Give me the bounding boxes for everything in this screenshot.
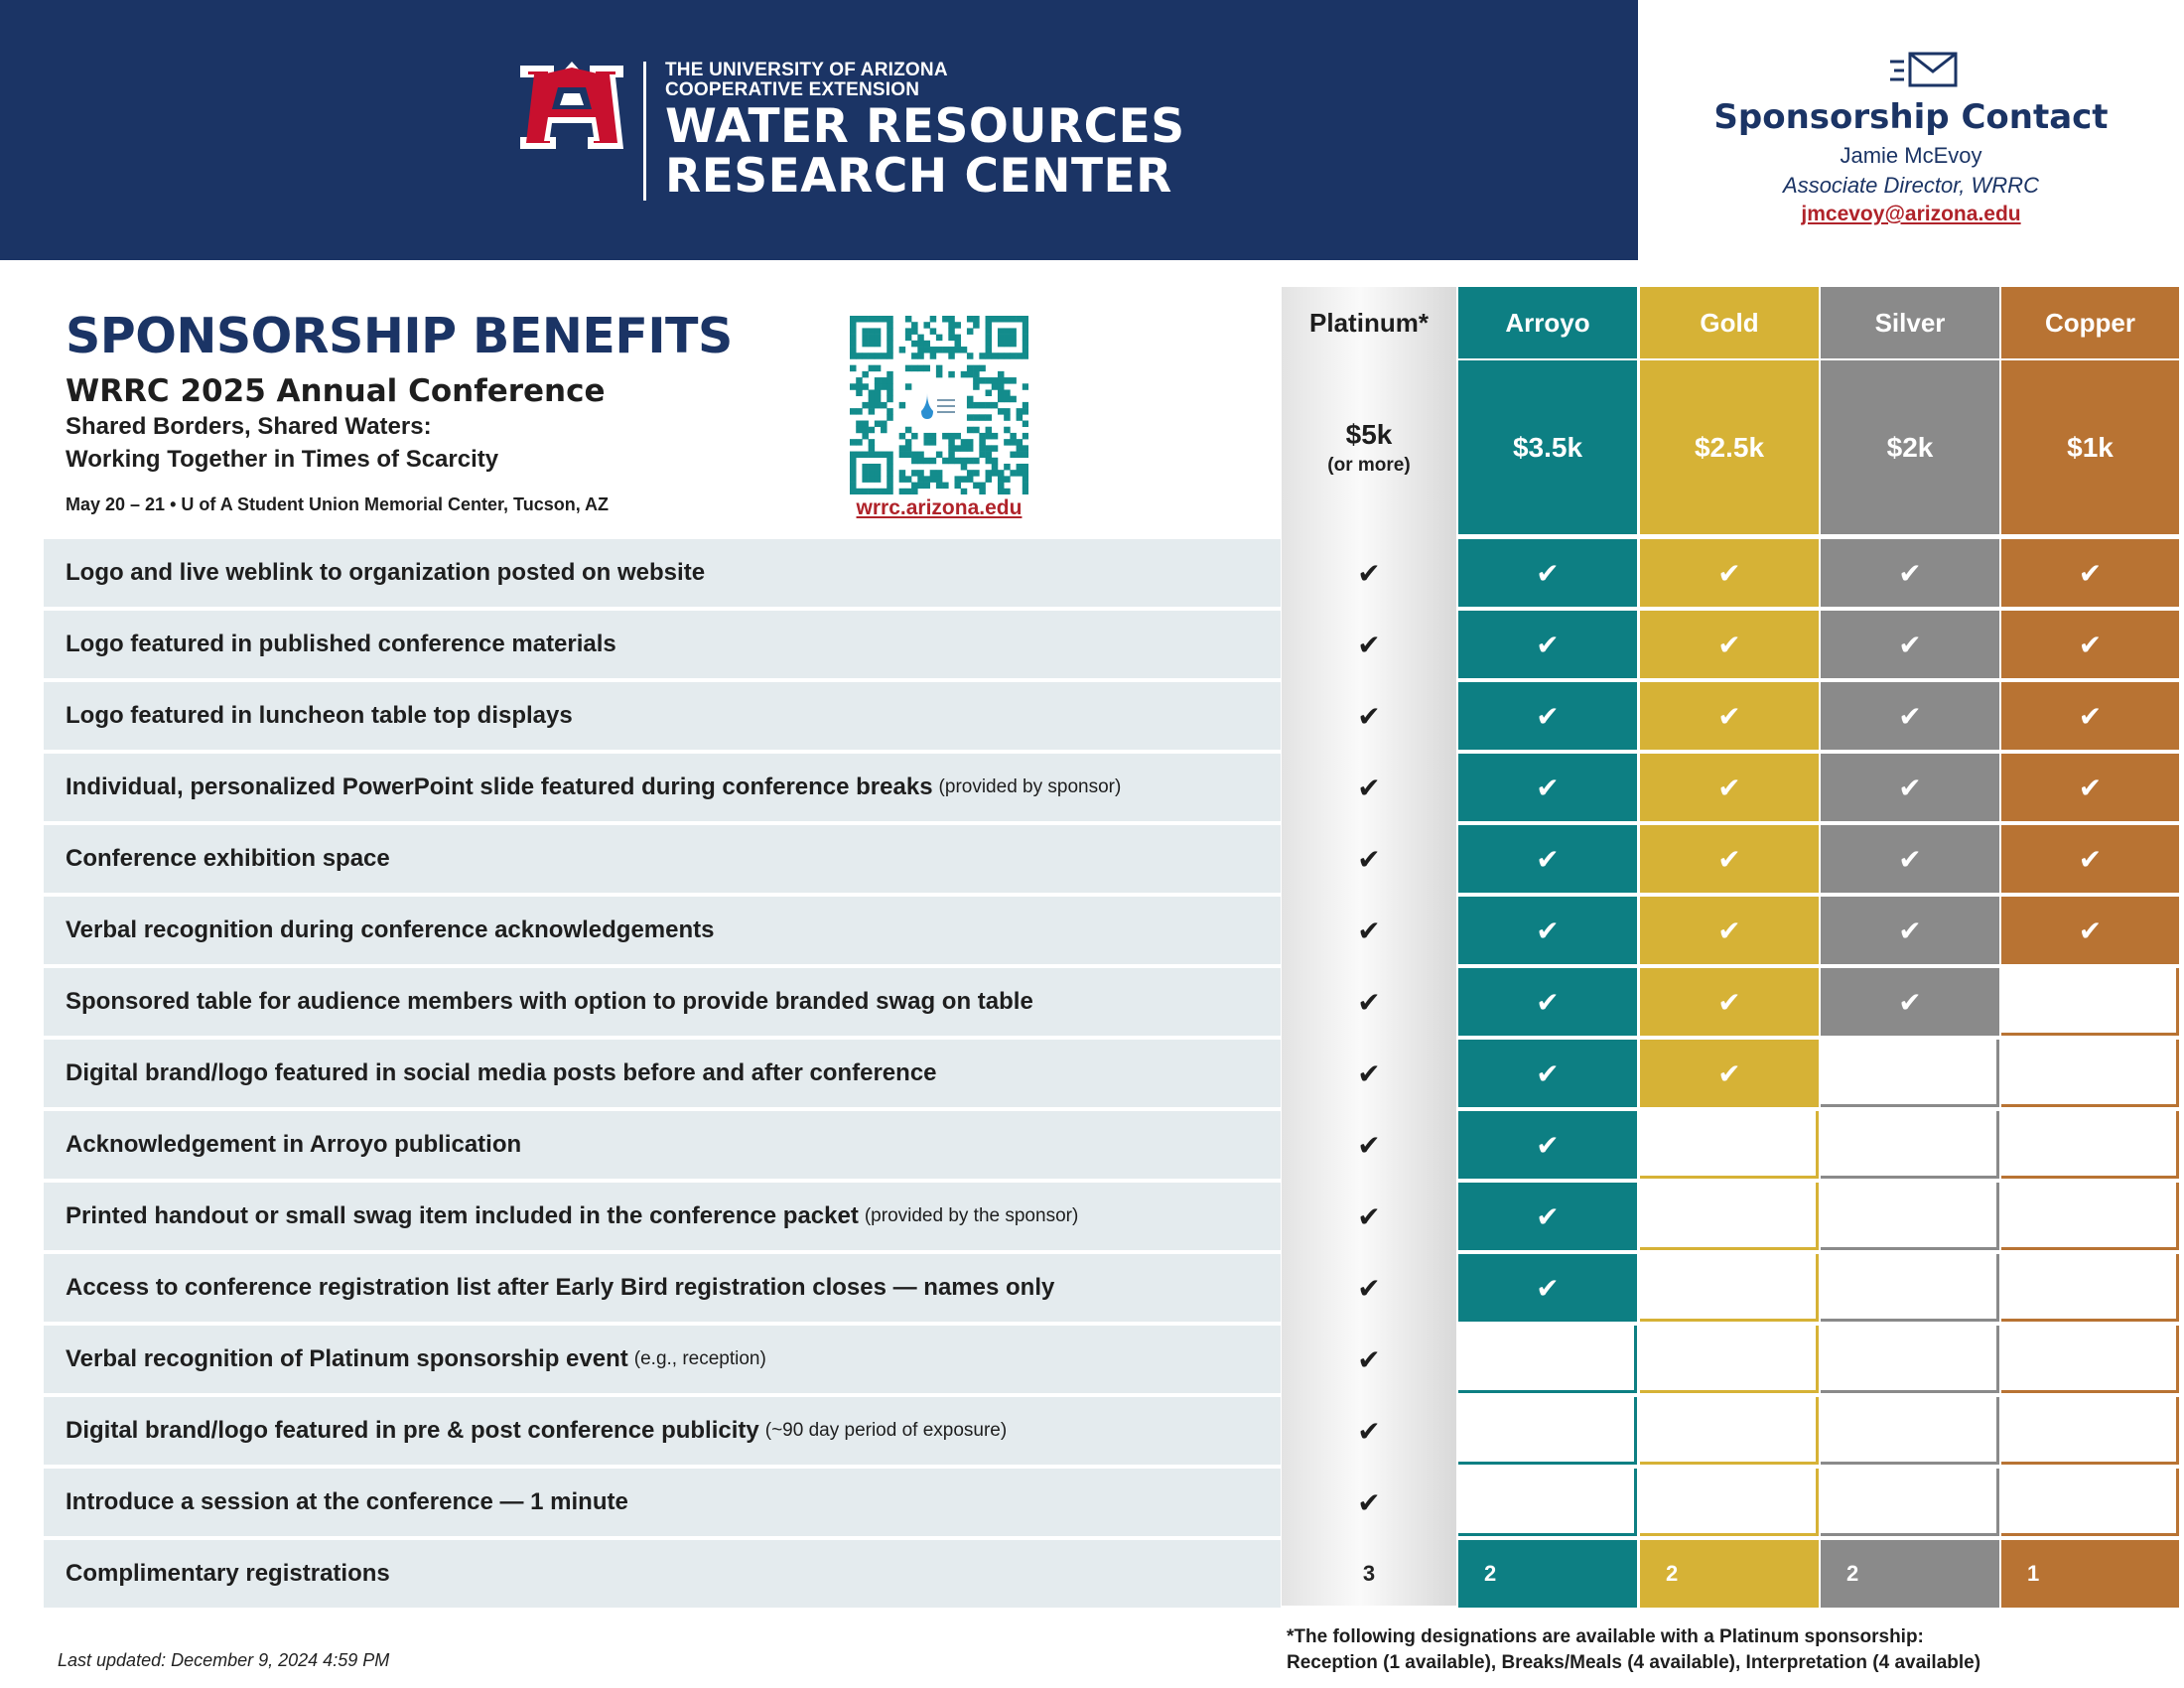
benefit-row-label bbox=[44, 1183, 1281, 1250]
check-cell-arroyo bbox=[1458, 682, 1637, 750]
tier-header-silver: Silver bbox=[1821, 287, 1999, 358]
benefit-row-label bbox=[44, 539, 1281, 607]
check-cell-gold bbox=[1640, 897, 1819, 964]
contact-role: Associate Director, WRRC bbox=[1783, 173, 2039, 198]
check-cell-platinum bbox=[1282, 539, 1456, 607]
check-cell-gold bbox=[1640, 539, 1819, 607]
check-cell-silver bbox=[1821, 754, 1999, 821]
empty-cell-gold bbox=[1640, 1326, 1819, 1393]
checkmark-icon: ✔ bbox=[1536, 914, 1560, 946]
benefit-row-label bbox=[44, 682, 1281, 750]
benefit-label: Logo and live weblink to organization posted on website bbox=[66, 559, 706, 586]
check-cell-arroyo bbox=[1458, 1254, 1637, 1322]
checkmark-icon: ✔ bbox=[1357, 1486, 1381, 1518]
check-cell-gold bbox=[1640, 825, 1819, 893]
check-cell-arroyo bbox=[1458, 611, 1637, 678]
checkmark-icon: ✔ bbox=[1536, 557, 1560, 589]
checkmark-icon: ✔ bbox=[1357, 700, 1381, 732]
checkmark-icon: ✔ bbox=[1357, 557, 1381, 589]
checkmark-icon: ✔ bbox=[1357, 1272, 1381, 1304]
conference-date-location: May 20 – 21 • U of A Student Union Memorial Center, Tucson, AZ bbox=[66, 494, 610, 514]
checkmark-icon: ✔ bbox=[1898, 772, 1922, 803]
benefit-row-label bbox=[44, 897, 1281, 964]
check-cell-arroyo bbox=[1458, 968, 1637, 1036]
checkmark-icon: ✔ bbox=[1536, 1272, 1560, 1304]
check-cell-arroyo bbox=[1458, 1040, 1637, 1107]
registrations-gold: 2 bbox=[1640, 1540, 1819, 1608]
check-cell-gold bbox=[1640, 611, 1819, 678]
benefit-label: Printed handout or small swag item included in the conference packet bbox=[66, 1202, 859, 1229]
check-cell-gold bbox=[1640, 968, 1819, 1036]
check-cell-copper bbox=[2001, 682, 2179, 750]
tier-price-gold bbox=[1640, 360, 1819, 534]
checkmark-icon: ✔ bbox=[1536, 772, 1560, 803]
tier-price-amount: $5k bbox=[1345, 418, 1393, 450]
benefit-row-label bbox=[44, 1397, 1281, 1465]
empty-cell-copper bbox=[2001, 1469, 2179, 1536]
center-name-line1: WATER RESOURCES bbox=[665, 99, 1185, 154]
university-name: THE UNIVERSITY OF ARIZONA bbox=[665, 60, 948, 80]
checkmark-icon: ✔ bbox=[1717, 772, 1741, 803]
empty-cell-silver bbox=[1821, 1183, 1999, 1250]
checkmark-icon: ✔ bbox=[1357, 1200, 1381, 1232]
benefit-row-label bbox=[44, 1469, 1281, 1536]
checkmark-icon: ✔ bbox=[1898, 557, 1922, 589]
tier-header-platinum: Platinum* bbox=[1309, 307, 1429, 338]
registrations-platinum: 3 bbox=[1362, 1561, 1376, 1586]
benefit-label: Logo featured in published conference materials bbox=[66, 631, 616, 657]
benefit-label: Individual, personalized PowerPoint slide featured during conference breaks bbox=[66, 774, 933, 800]
checkmark-icon: ✔ bbox=[1357, 914, 1381, 946]
benefit-note: (provided by sponsor) bbox=[938, 776, 1122, 797]
checkmark-icon: ✔ bbox=[1536, 700, 1560, 732]
check-cell-gold bbox=[1640, 1040, 1819, 1107]
checkmark-icon: ✔ bbox=[1357, 1057, 1381, 1089]
checkmark-icon: ✔ bbox=[1357, 843, 1381, 875]
check-cell-silver bbox=[1821, 682, 1999, 750]
tier-price-amount: $2k bbox=[1886, 431, 1934, 463]
check-cell-arroyo bbox=[1458, 1183, 1637, 1250]
benefit-label: Digital brand/logo featured in pre & post conference publicity bbox=[66, 1417, 759, 1444]
checkmark-icon: ✔ bbox=[1898, 700, 1922, 732]
checkmark-icon: ✔ bbox=[1536, 1057, 1560, 1089]
checkmark-icon: ✔ bbox=[1717, 843, 1741, 875]
checkmark-icon: ✔ bbox=[1898, 629, 1922, 660]
checkmark-icon: ✔ bbox=[1898, 843, 1922, 875]
banner-divider bbox=[643, 62, 646, 201]
registrations-copper: 1 bbox=[2001, 1540, 2179, 1608]
checkmark-icon: ✔ bbox=[2078, 700, 2103, 732]
platinum-designations-note bbox=[1287, 1624, 1980, 1676]
empty-cell-copper bbox=[2001, 1397, 2179, 1465]
benefit-row-label bbox=[44, 1040, 1281, 1107]
check-cell-copper bbox=[2001, 754, 2179, 821]
website-link[interactable]: wrrc.arizona.edu bbox=[856, 496, 1023, 519]
empty-cell-copper bbox=[2001, 1254, 2179, 1322]
conference-title: WRRC 2025 Annual Conference bbox=[66, 373, 606, 409]
registrations-silver: 2 bbox=[1821, 1540, 1999, 1608]
contact-name: Jamie McEvoy bbox=[1840, 143, 1982, 168]
empty-cell-silver bbox=[1821, 1111, 1999, 1179]
empty-cell-silver bbox=[1821, 1397, 1999, 1465]
checkmark-icon: ✔ bbox=[1357, 1129, 1381, 1161]
checkmark-icon: ✔ bbox=[2078, 772, 2103, 803]
tier-header-arroyo: Arroyo bbox=[1458, 287, 1637, 358]
header-banner bbox=[0, 0, 1638, 260]
benefit-label: Digital brand/logo featured in social media posts before and after conference bbox=[66, 1059, 937, 1086]
checkmark-icon: ✔ bbox=[2078, 557, 2103, 589]
tier-price-silver bbox=[1821, 360, 1999, 534]
benefit-row-label bbox=[44, 1326, 1281, 1393]
check-cell-copper bbox=[2001, 539, 2179, 607]
checkmark-icon: ✔ bbox=[1536, 1200, 1560, 1232]
benefit-label: Conference exhibition space bbox=[66, 845, 390, 872]
check-cell-arroyo bbox=[1458, 539, 1637, 607]
empty-cell-silver bbox=[1821, 1040, 1999, 1107]
check-cell-platinum bbox=[1282, 682, 1456, 750]
checkmark-icon: ✔ bbox=[1536, 629, 1560, 660]
checkmark-icon: ✔ bbox=[1717, 914, 1741, 946]
empty-cell-copper bbox=[2001, 1326, 2179, 1393]
check-cell-platinum bbox=[1282, 897, 1456, 964]
check-cell-copper bbox=[2001, 897, 2179, 964]
empty-cell-copper bbox=[2001, 1040, 2179, 1107]
checkmark-icon: ✔ bbox=[1536, 1129, 1560, 1161]
platinum-note-line1: *The following designations are available with a Platinum sponsorship: bbox=[1287, 1626, 1924, 1647]
check-cell-platinum bbox=[1282, 754, 1456, 821]
benefit-row-label bbox=[44, 1111, 1281, 1179]
benefit-label: Introduce a session at the conference — 1 minute bbox=[66, 1488, 628, 1515]
mail-icon bbox=[1888, 50, 1960, 91]
empty-cell-gold bbox=[1640, 1183, 1819, 1250]
benefit-row-label bbox=[44, 754, 1281, 821]
tier-price-amount: $1k bbox=[2067, 431, 2114, 463]
empty-cell-copper bbox=[2001, 1111, 2179, 1179]
tier-price-amount: $3.5k bbox=[1512, 431, 1583, 463]
check-cell-arroyo bbox=[1458, 825, 1637, 893]
benefit-note: (provided by the sponsor) bbox=[864, 1205, 1079, 1226]
registrations-row-label bbox=[44, 1540, 1281, 1608]
checkmark-icon: ✔ bbox=[1898, 914, 1922, 946]
checkmark-icon: ✔ bbox=[1357, 629, 1381, 660]
tier-price-arroyo bbox=[1458, 360, 1637, 534]
tier-price-copper bbox=[2001, 360, 2179, 534]
check-cell-silver bbox=[1821, 825, 1999, 893]
check-cell-platinum bbox=[1282, 1183, 1456, 1250]
sponsorship-contact bbox=[1638, 0, 2184, 260]
tier-header-copper: Copper bbox=[2001, 287, 2179, 358]
tier-price-note: (or more) bbox=[1327, 454, 1411, 476]
benefit-label: Acknowledgement in Arroyo publication bbox=[66, 1131, 522, 1158]
empty-cell-arroyo bbox=[1458, 1326, 1637, 1393]
empty-cell-gold bbox=[1640, 1254, 1819, 1322]
benefit-row-label bbox=[44, 825, 1281, 893]
empty-cell-copper bbox=[2001, 1183, 2179, 1250]
benefit-label: Logo featured in luncheon table top displays bbox=[66, 702, 573, 729]
qr-code-icon[interactable] bbox=[850, 316, 1028, 494]
benefit-label: Verbal recognition of Platinum sponsorship event bbox=[66, 1345, 628, 1372]
check-cell-arroyo bbox=[1458, 754, 1637, 821]
benefit-note: (e.g., reception) bbox=[633, 1348, 766, 1369]
checkmark-icon: ✔ bbox=[2078, 843, 2103, 875]
checkmark-icon: ✔ bbox=[1357, 986, 1381, 1018]
check-cell-platinum bbox=[1282, 611, 1456, 678]
extension-name: COOPERATIVE EXTENSION bbox=[665, 79, 920, 100]
check-cell-platinum bbox=[1282, 1326, 1456, 1393]
checkmark-icon: ✔ bbox=[1717, 700, 1741, 732]
platinum-note-line2: Reception (1 available), Breaks/Meals (4 available), Interpretation (4 available) bbox=[1287, 1652, 1981, 1673]
conference-theme-line1: Shared Borders, Shared Waters: bbox=[66, 413, 432, 440]
empty-cell-silver bbox=[1821, 1326, 1999, 1393]
checkmark-icon: ✔ bbox=[1717, 557, 1741, 589]
check-cell-gold bbox=[1640, 682, 1819, 750]
check-cell-platinum bbox=[1282, 1469, 1456, 1536]
check-cell-silver bbox=[1821, 611, 1999, 678]
check-cell-arroyo bbox=[1458, 897, 1637, 964]
check-cell-platinum bbox=[1282, 968, 1456, 1036]
checkmark-icon: ✔ bbox=[1357, 1343, 1381, 1375]
empty-cell-gold bbox=[1640, 1469, 1819, 1536]
checkmark-icon: ✔ bbox=[2078, 914, 2103, 946]
check-cell-platinum bbox=[1282, 1254, 1456, 1322]
check-cell-platinum bbox=[1282, 1111, 1456, 1179]
checkmark-icon: ✔ bbox=[1536, 843, 1560, 875]
empty-cell-gold bbox=[1640, 1397, 1819, 1465]
checkmark-icon: ✔ bbox=[1536, 986, 1560, 1018]
benefit-label: Complimentary registrations bbox=[66, 1560, 390, 1587]
checkmark-icon: ✔ bbox=[2078, 629, 2103, 660]
check-cell-platinum bbox=[1282, 1040, 1456, 1107]
last-updated: Last updated: December 9, 2024 4:59 PM bbox=[58, 1650, 390, 1670]
benefit-label: Access to conference registration list after Early Bird registration closes — names only bbox=[66, 1274, 1055, 1301]
empty-cell-silver bbox=[1821, 1254, 1999, 1322]
check-cell-platinum bbox=[1282, 1397, 1456, 1465]
tier-header-gold: Gold bbox=[1640, 287, 1819, 358]
benefit-note: (~90 day period of exposure) bbox=[764, 1420, 1008, 1441]
conference-theme-line2: Working Together in Times of Scarcity bbox=[66, 446, 499, 473]
check-cell-copper bbox=[2001, 611, 2179, 678]
checkmark-icon: ✔ bbox=[1898, 986, 1922, 1018]
empty-cell-copper bbox=[2001, 968, 2179, 1036]
check-cell-gold bbox=[1640, 754, 1819, 821]
check-cell-silver bbox=[1821, 968, 1999, 1036]
center-name-line2: RESEARCH CENTER bbox=[665, 149, 1172, 204]
checkmark-icon: ✔ bbox=[1717, 1057, 1741, 1089]
check-cell-silver bbox=[1821, 897, 1999, 964]
empty-cell-silver bbox=[1821, 1469, 1999, 1536]
empty-cell-arroyo bbox=[1458, 1397, 1637, 1465]
contact-title: Sponsorship Contact bbox=[1713, 97, 2109, 137]
page-title: SPONSORSHIP BENEFITS bbox=[66, 308, 733, 364]
benefit-row-label bbox=[44, 968, 1281, 1036]
checkmark-icon: ✔ bbox=[1717, 986, 1741, 1018]
empty-cell-gold bbox=[1640, 1111, 1819, 1179]
checkmark-icon: ✔ bbox=[1717, 629, 1741, 660]
block-a-logo-icon bbox=[514, 58, 629, 157]
empty-cell-arroyo bbox=[1458, 1469, 1637, 1536]
check-cell-platinum bbox=[1282, 825, 1456, 893]
tier-price-platinum bbox=[1282, 360, 1456, 534]
benefit-row-label bbox=[44, 1254, 1281, 1322]
tier-price-amount: $2.5k bbox=[1694, 431, 1765, 463]
checkmark-icon: ✔ bbox=[1357, 772, 1381, 803]
check-cell-silver bbox=[1821, 539, 1999, 607]
checkmark-icon: ✔ bbox=[1357, 1415, 1381, 1447]
contact-email-link[interactable]: jmcevoy@arizona.edu bbox=[1801, 203, 2021, 225]
check-cell-copper bbox=[2001, 825, 2179, 893]
benefit-label: Verbal recognition during conference acknowledgements bbox=[66, 916, 715, 943]
check-cell-arroyo bbox=[1458, 1111, 1637, 1179]
benefit-row-label bbox=[44, 611, 1281, 678]
benefit-label: Sponsored table for audience members with option to provide branded swag on table bbox=[66, 988, 1033, 1015]
registrations-arroyo: 2 bbox=[1458, 1540, 1637, 1608]
